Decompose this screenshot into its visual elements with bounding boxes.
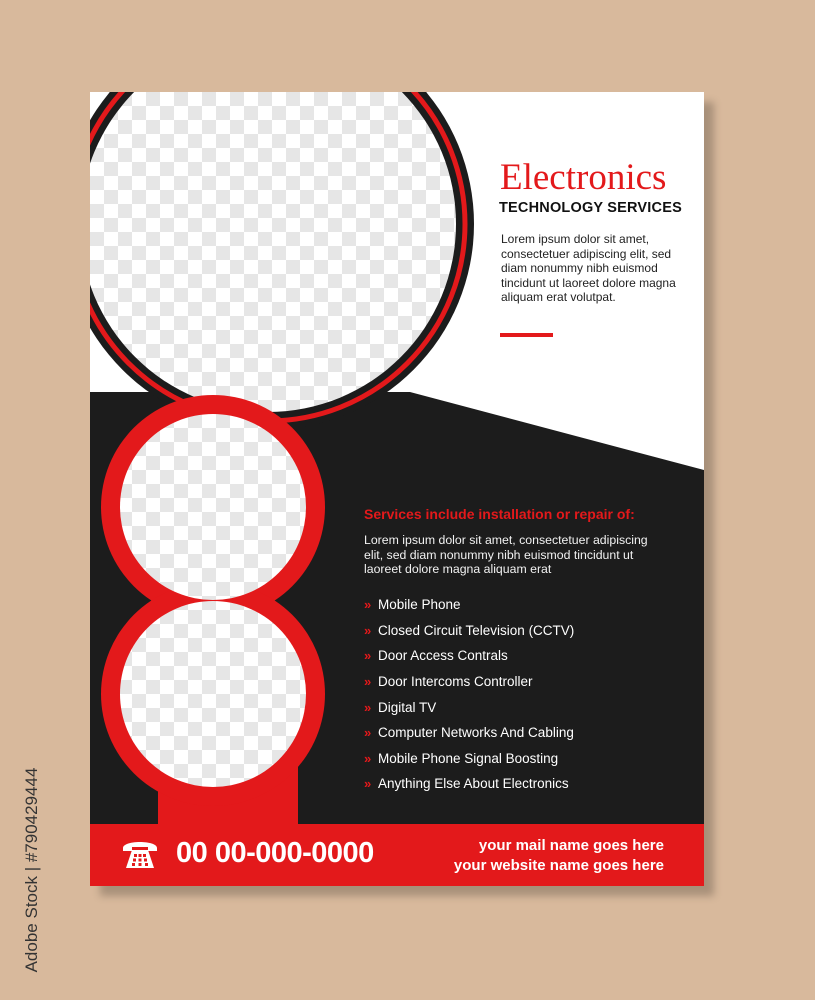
service-label: Digital TV [378, 699, 437, 715]
service-list [364, 592, 574, 797]
chevron-right-icon: » [364, 750, 372, 766]
service-item [364, 643, 574, 669]
telephone-icon [120, 834, 160, 874]
contact-info [454, 836, 664, 876]
service-label: Door Intercoms Controller [378, 674, 533, 690]
stock-watermark [22, 760, 42, 980]
accent-divider [500, 333, 553, 337]
contact-footer [90, 824, 704, 886]
services-description: Lorem ipsum dolor sit amet, consectetuer adipiscing elit, sed diam nonummy nibh euismod tincidunt ut laoreet dolore magna aliquam erat [364, 533, 648, 577]
chevron-right-icon: » [364, 725, 372, 741]
chevron-right-icon: » [364, 648, 372, 664]
service-label: Door Access Contrals [378, 648, 508, 664]
flyer [90, 92, 704, 886]
service-item [364, 669, 574, 695]
chevron-right-icon: » [364, 674, 372, 690]
service-label: Closed Circuit Television (CCTV) [378, 622, 575, 638]
lower-photo-placeholder [120, 601, 306, 787]
chevron-right-icon: » [364, 597, 372, 613]
flyer-subtitle: TECHNOLOGY SERVICES [499, 200, 682, 216]
service-label: Anything Else About Electronics [378, 776, 569, 792]
chevron-right-icon: » [364, 622, 372, 638]
service-item [364, 592, 574, 618]
upper-photo-placeholder [120, 414, 306, 600]
chevron-right-icon: » [364, 699, 372, 715]
flyer-title: Electronics [500, 157, 667, 198]
services-heading: Services include installation or repair of: [364, 506, 635, 522]
mail-text: your mail name goes here [478, 837, 664, 854]
service-item [364, 720, 574, 746]
service-item [364, 618, 574, 644]
service-item [364, 746, 574, 772]
service-item [364, 694, 574, 720]
service-label: Mobile Phone Signal Boosting [378, 750, 559, 766]
website-text: your website name goes here [453, 857, 664, 874]
intro-text: Lorem ipsum dolor sit amet, consectetuer adipiscing elit, sed diam nonummy nibh euismod tincidunt ut laoreet dolore magna aliquam erat volutpat. [501, 232, 676, 305]
watermark-text: Adobe Stock | #790429444 [22, 767, 41, 973]
chevron-right-icon: » [364, 776, 372, 792]
service-item [364, 771, 574, 797]
service-label: Mobile Phone [378, 597, 461, 613]
phone-number: 00 00-000-0000 [176, 837, 374, 869]
service-label: Computer Networks And Cabling [378, 725, 574, 741]
